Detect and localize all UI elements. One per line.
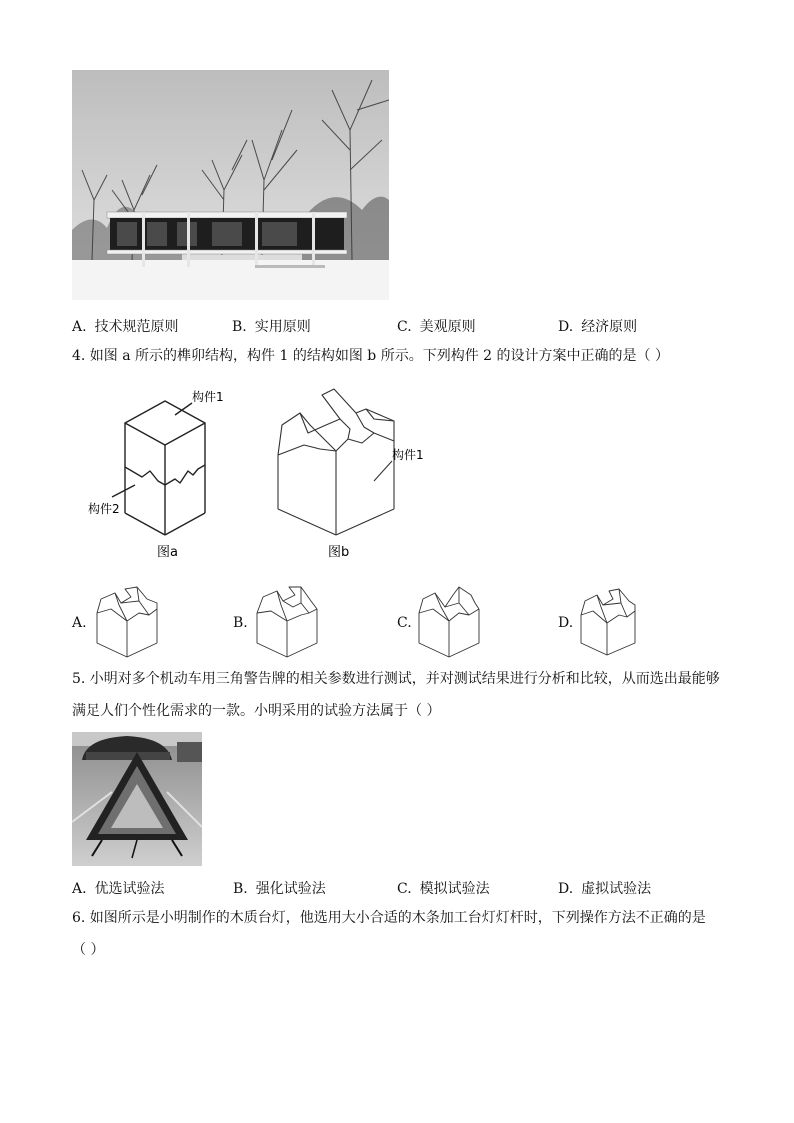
- q4-stem: 4. 如图 a 所示的榫卯结构，构件 1 的结构如图 b 所示。下列构件 2 的设计方案中正确的是（ ）: [72, 348, 669, 364]
- q3-option-c[interactable]: C. 美观原则: [397, 319, 476, 335]
- q5-stem-line1: 5. 小明对多个机动车用三角警告牌的相关参数进行测试，并对测试结果进行分析和比较，从而选出最能够: [72, 671, 720, 687]
- q5-option-a[interactable]: A. 优选试验法: [72, 881, 165, 897]
- q3-option-d[interactable]: D. 经济原则: [558, 319, 638, 335]
- q3-option-a[interactable]: A. 技术规范原则: [72, 319, 179, 335]
- q4-option-c-figure: [415, 585, 485, 660]
- q6-stem-line1: 6. 如图所示是小明制作的木质台灯，他选用大小合适的木条加工台灯灯杆时，下列操作方法不正确的是: [72, 910, 706, 926]
- q4-option-a[interactable]: A.: [72, 615, 87, 631]
- q4-option-a-figure: [93, 585, 163, 660]
- fig-b-part1-label: 构件1: [392, 448, 424, 462]
- fig-a-part1-label: 构件1: [192, 390, 224, 404]
- house-photo: [72, 70, 389, 300]
- q4-option-c[interactable]: C.: [397, 615, 412, 631]
- q5-option-d[interactable]: D. 虚拟试验法: [558, 881, 652, 897]
- q5-options: [72, 878, 732, 898]
- q5-option-b[interactable]: B. 强化试验法: [233, 881, 326, 897]
- fig-a-part2-label: 构件2: [88, 502, 120, 516]
- q4-option-d-figure: [577, 585, 647, 660]
- figure-a: [80, 385, 230, 565]
- fig-a-caption: 图a: [157, 545, 178, 560]
- q5-stem-line2: 满足人们个性化需求的一款。小明采用的试验方法属于（ ）: [72, 703, 441, 719]
- figure-b: [270, 385, 440, 565]
- q4-option-d[interactable]: D.: [558, 615, 574, 631]
- q4-option-b[interactable]: B.: [233, 615, 248, 631]
- fig-b-caption: 图b: [328, 545, 350, 560]
- q3-option-b[interactable]: B. 实用原则: [232, 319, 311, 335]
- warning-triangle-photo: [72, 732, 202, 866]
- q6-stem-line2: （ ）: [72, 942, 105, 958]
- q4-option-b-figure: [253, 585, 323, 660]
- q3-options: [72, 316, 732, 336]
- q5-option-c[interactable]: C. 模拟试验法: [397, 881, 490, 897]
